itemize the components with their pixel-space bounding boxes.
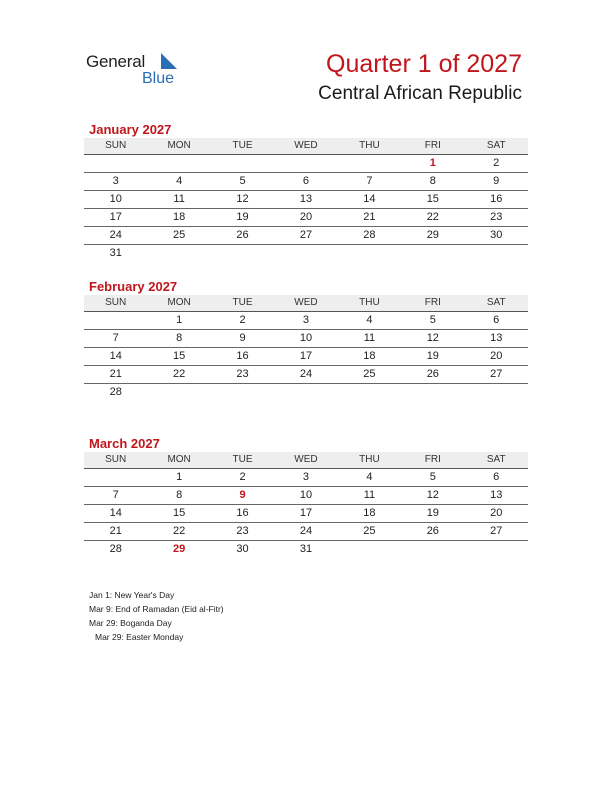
- holiday-entry: Mar 29: Boganda Day: [89, 618, 172, 628]
- date-cell: 3: [302, 471, 310, 483]
- weekday-label: TUE: [232, 297, 253, 308]
- date-cell: 4: [366, 471, 373, 483]
- date-cell: 18: [363, 507, 376, 519]
- week-row: [84, 487, 528, 505]
- date-cell: 19: [426, 350, 439, 362]
- date-cell: [338, 245, 401, 262]
- generalblue-logo: [86, 50, 196, 90]
- date-cell: 7: [112, 489, 119, 501]
- logo-word-general: General: [86, 52, 146, 71]
- date-cell: 27: [490, 368, 503, 380]
- date-cell: [211, 245, 274, 262]
- date-cell: 8: [176, 332, 183, 344]
- date-cell: [465, 541, 528, 558]
- weekday-label: SAT: [486, 297, 506, 308]
- date-cell: 8: [176, 489, 183, 501]
- date-cell: 11: [173, 193, 185, 205]
- holiday-entry: Jan 1: New Year's Day: [89, 590, 175, 600]
- holiday-date-cell: 9: [239, 489, 246, 501]
- date-cell: 17: [299, 507, 313, 519]
- date-cell: 18: [173, 211, 186, 223]
- date-cell: [274, 245, 337, 262]
- week-row: [84, 348, 528, 366]
- logo-word-blue: Blue: [142, 70, 175, 87]
- date-cell: 23: [490, 211, 503, 223]
- date-cell: [401, 541, 464, 558]
- date-cell: [211, 155, 274, 172]
- date-cell: 12: [426, 489, 439, 501]
- date-cell: 3: [302, 314, 310, 326]
- week-row: [84, 227, 528, 245]
- date-cell: [401, 245, 464, 262]
- month-january: [84, 121, 528, 262]
- week-row: [84, 155, 528, 173]
- holiday-list: [89, 588, 224, 644]
- date-cell: 7: [112, 332, 119, 344]
- weekday-label: MON: [167, 297, 191, 308]
- date-cell: 16: [236, 350, 249, 362]
- date-cell: [147, 245, 210, 262]
- weekday-label: SAT: [486, 140, 506, 151]
- date-cell: 4: [176, 175, 183, 187]
- date-cell: 15: [173, 350, 186, 362]
- date-cell: 6: [302, 175, 310, 187]
- week-row: [84, 505, 528, 523]
- week-row: [84, 173, 528, 191]
- date-cell: 31: [299, 543, 313, 555]
- date-cell: 23: [236, 525, 249, 537]
- week-row: [84, 541, 528, 558]
- date-cell: 1: [176, 314, 183, 326]
- date-cell: [84, 155, 147, 172]
- holiday-date-cell: 29: [173, 543, 186, 555]
- week-row: [84, 523, 528, 541]
- date-cell: 19: [236, 211, 249, 223]
- weekday-label: WED: [294, 297, 318, 308]
- date-cell: 13: [299, 193, 313, 205]
- date-cell: 25: [173, 229, 186, 241]
- date-cell: 10: [299, 489, 313, 501]
- logo-triangle-icon: [159, 53, 179, 71]
- date-cell: 22: [173, 368, 186, 380]
- date-cell: 14: [363, 193, 376, 205]
- weekday-label: FRI: [424, 454, 441, 465]
- weekday-header: [84, 452, 528, 469]
- date-cell: 9: [493, 175, 500, 187]
- weekday-label: MON: [167, 454, 191, 465]
- date-cell: 20: [490, 507, 503, 519]
- holiday-date-cell: 1: [429, 157, 436, 169]
- page-title: Quarter 1 of 2027: [326, 50, 522, 78]
- date-cell: 6: [493, 471, 500, 483]
- date-cell: 27: [490, 525, 503, 537]
- date-cell: 10: [299, 332, 313, 344]
- date-cell: 21: [109, 368, 122, 380]
- date-cell: 11: [363, 489, 376, 501]
- date-cell: 31: [109, 247, 122, 259]
- date-cell: 26: [426, 368, 439, 380]
- date-cell: 28: [109, 543, 122, 555]
- date-cell: [84, 312, 147, 329]
- date-cell: 22: [173, 525, 186, 537]
- date-cell: 1: [176, 471, 183, 483]
- holiday-entry: Mar 9: End of Ramadan (Eid al-Fitr): [89, 604, 224, 614]
- date-cell: 20: [299, 211, 313, 223]
- date-cell: [401, 384, 464, 401]
- date-cell: 2: [239, 471, 246, 483]
- date-cell: 25: [363, 368, 376, 380]
- date-cell: 15: [173, 507, 186, 519]
- date-cell: [274, 155, 337, 172]
- date-cell: 11: [363, 332, 376, 344]
- date-cell: 22: [426, 211, 439, 223]
- weekday-header: [84, 138, 528, 155]
- week-row: [84, 384, 528, 401]
- date-cell: 27: [299, 229, 313, 241]
- date-cell: 14: [109, 507, 122, 519]
- weekday-label: SUN: [105, 140, 127, 151]
- date-cell: 24: [299, 368, 313, 380]
- week-row: [84, 209, 528, 227]
- weekday-label: WED: [294, 454, 318, 465]
- month-title: February 2027: [89, 279, 178, 294]
- weekday-label: SUN: [105, 454, 127, 465]
- date-cell: 19: [426, 507, 439, 519]
- date-cell: [147, 155, 210, 172]
- date-cell: 16: [236, 507, 249, 519]
- date-cell: [147, 384, 210, 401]
- date-cell: 7: [366, 175, 373, 187]
- weekday-label: THU: [359, 454, 380, 465]
- date-cell: 21: [363, 211, 376, 223]
- date-cell: 30: [490, 229, 503, 241]
- weekday-label: FRI: [424, 140, 441, 151]
- week-row: [84, 469, 528, 487]
- date-cell: 26: [426, 525, 439, 537]
- weekday-label: TUE: [232, 140, 253, 151]
- weekday-label: TUE: [232, 454, 253, 465]
- date-cell: 12: [236, 193, 249, 205]
- week-row: [84, 312, 528, 330]
- date-cell: 8: [429, 175, 436, 187]
- date-cell: 18: [363, 350, 376, 362]
- date-cell: 15: [426, 193, 439, 205]
- month-title: March 2027: [89, 436, 160, 451]
- date-cell: [211, 384, 274, 401]
- date-cell: 13: [490, 332, 503, 344]
- weekday-header: [84, 295, 528, 312]
- week-row: [84, 330, 528, 348]
- date-cell: 17: [299, 350, 313, 362]
- date-cell: 10: [109, 193, 122, 205]
- date-cell: 21: [109, 525, 122, 537]
- date-cell: 16: [490, 193, 503, 205]
- month-title: January 2027: [89, 122, 172, 137]
- date-cell: 26: [236, 229, 249, 241]
- date-cell: [274, 384, 337, 401]
- date-cell: 25: [363, 525, 376, 537]
- date-cell: 9: [239, 332, 246, 344]
- weekday-label: SUN: [105, 297, 127, 308]
- date-cell: 5: [429, 471, 436, 483]
- page-subtitle: Central African Republic: [318, 83, 522, 104]
- date-cell: 20: [490, 350, 503, 362]
- date-cell: 24: [299, 525, 313, 537]
- month-february: [84, 278, 528, 401]
- week-row: [84, 366, 528, 384]
- week-row: [84, 245, 528, 262]
- date-cell: 29: [426, 229, 439, 241]
- holiday-entry: Mar 29: Easter Monday: [95, 632, 184, 642]
- weekday-label: MON: [167, 140, 191, 151]
- date-cell: [338, 155, 401, 172]
- date-cell: [338, 384, 401, 401]
- date-cell: 30: [236, 543, 249, 555]
- weekday-label: THU: [359, 297, 380, 308]
- date-cell: [338, 541, 401, 558]
- weekday-label: THU: [359, 140, 380, 151]
- date-cell: [84, 469, 147, 486]
- date-cell: 12: [426, 332, 439, 344]
- month-march: [84, 435, 528, 558]
- date-cell: 4: [366, 314, 373, 326]
- date-cell: [465, 245, 528, 262]
- date-cell: 3: [112, 175, 119, 187]
- date-cell: 14: [109, 350, 122, 362]
- date-cell: [465, 384, 528, 401]
- date-cell: 6: [493, 314, 500, 326]
- date-cell: 23: [236, 368, 249, 380]
- date-cell: 24: [109, 229, 122, 241]
- date-cell: 2: [493, 157, 500, 169]
- date-cell: 28: [109, 386, 122, 398]
- weekday-label: FRI: [424, 297, 441, 308]
- date-cell: 5: [429, 314, 436, 326]
- weekday-label: WED: [294, 140, 318, 151]
- date-cell: 5: [239, 175, 246, 187]
- date-cell: 2: [239, 314, 246, 326]
- date-cell: 17: [109, 211, 122, 223]
- date-cell: 13: [490, 489, 503, 501]
- week-row: [84, 191, 528, 209]
- weekday-label: SAT: [486, 454, 506, 465]
- date-cell: 28: [363, 229, 376, 241]
